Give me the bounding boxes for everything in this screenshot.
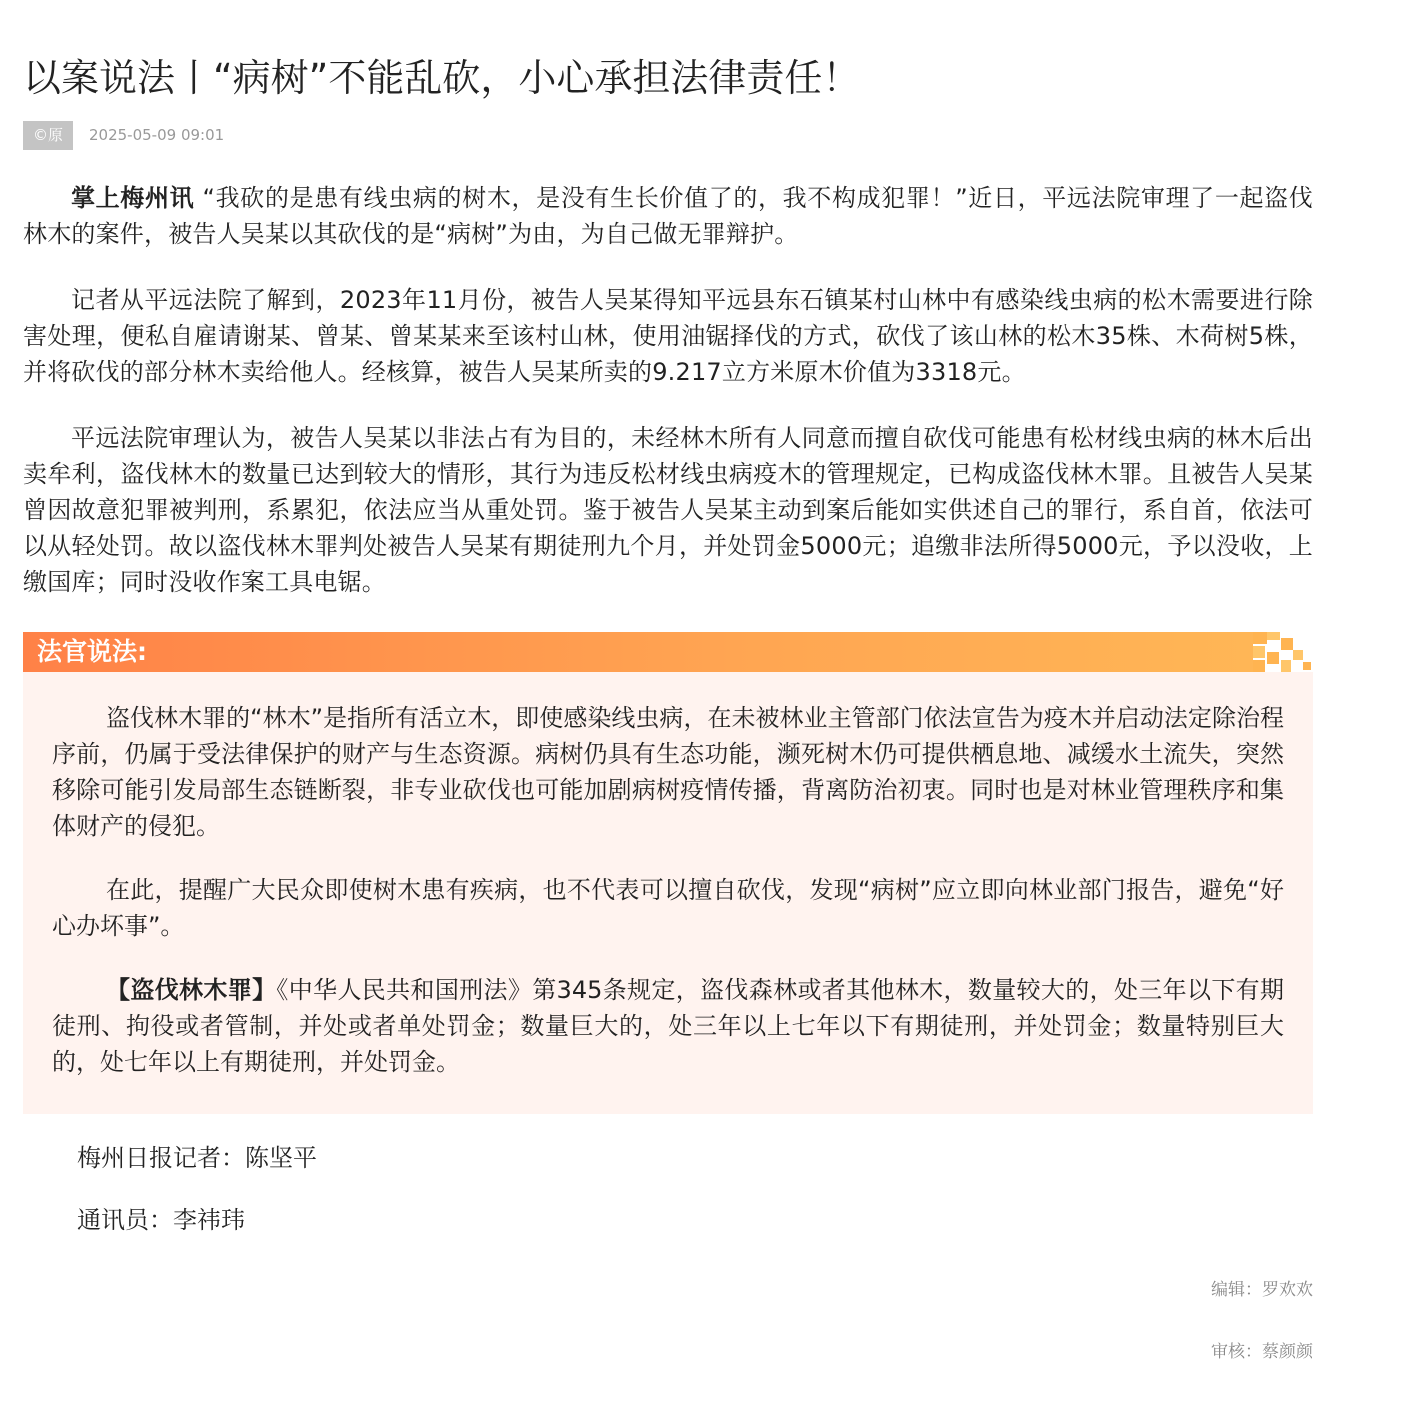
judge-section-body <box>23 672 1313 1114</box>
editor-credit: 编辑：罗欢欢 <box>1211 1280 1313 1300</box>
article <box>23 0 1313 1364</box>
reviewer-credit: 审核：蔡颜颜 <box>1211 1342 1313 1362</box>
intro-text: “我砍的是患有线虫病的树木，是没有生长价值了的，我不构成犯罪！”近日，平远法院审理了一起盗伐林木的案件，被告人吴某以其砍伐的是“病树”为由，为自己做无罪辩护。 <box>23 184 1313 248</box>
original-badge: ©原创 <box>23 121 73 150</box>
lead-source: 掌上梅州讯 <box>71 184 195 212</box>
judge-paragraph-2: 在此，提醒广大民众即使树木患有疾病，也不代表可以擅自砍伐，发现“病树”应立即向林业部门报告，避免“好心办坏事”。 <box>52 876 1284 940</box>
judge-section-header <box>23 632 1313 672</box>
reporter-credit: 梅州日报记者：陈坚平 <box>77 1144 317 1172</box>
correspondent-credit: 通讯员：李祎玮 <box>77 1206 245 1234</box>
publish-date: 2025-05-09 09:01 <box>89 126 225 144</box>
article-meta <box>23 120 1313 173</box>
paragraph-intro <box>23 180 1313 252</box>
judge-paragraph-law <box>52 972 1284 1080</box>
paragraph-facts: 记者从平远法院了解到，2023年11月份，被告人吴某得知平远县东石镇某村山林中有感染线虫病的松木需要进行除害处理，便私自雇请谢某、曾某、曾某某来至该村山林，使用油锯择伐的方式，砍伐了该山林的松木35株、木荷树5株，并将砍伐的部分林木卖给他人。经核算，被告人吴某所卖的9.217立方米原木价值为3318元。 <box>23 286 1313 386</box>
law-text: 《中华人民共和国刑法》第345条规定，盗伐森林或者其他林木，数量较大的，处三年以下有期徒刑、拘役或者管制，并处或者单处罚金；数量巨大的，处三年以上七年以下有期徒刑，并处罚金；数量特别巨大的，处七年以上有期徒刑，并处罚金。 <box>52 976 1285 1076</box>
mosaic-decoration-icon <box>1253 632 1313 672</box>
law-name: 【盗伐林木罪】 <box>106 976 277 1004</box>
judge-section-title: 法官说法: <box>37 637 147 666</box>
paragraph-verdict: 平远法院审理认为，被告人吴某以非法占有为目的，未经林木所有人同意而擅自砍伐可能患有松材线虫病的林木后出卖牟利，盗伐林木的数量已达到较大的情形，其行为违反松材线虫病疫木的管理规定，已构成盗伐林木罪。且被告人吴某曾因故意犯罪被判刑，系累犯，依法应当从重处罚。鉴于被告人吴某主动到案后能如实供述自己的罪行，系自首，依法可以从轻处罚。故以盗伐林木罪判处被告人吴某有期徒刑九个月，并处罚金5000元；追缴非法所得5000元，予以没收，上缴国库；同时没收作案工具电锯。 <box>23 424 1313 596</box>
judge-paragraph-1: 盗伐林木罪的“林木”是指所有活立木，即使感染线虫病，在未被林业主管部门依法宣告为疫木并启动法定除治程序前，仍属于受法律保护的财产与生态资源。病树仍具有生态功能，濒死树木仍可提供栖息地、减缓水土流失，突然移除可能引发局部生态链断裂，非专业砍伐也可能加剧病树疫情传播，背离防治初衷。同时也是对林业管理秩序和集体财产的侵犯。 <box>52 704 1284 840</box>
article-title: 以案说法丨“病树”不能乱砍，小心承担法律责任！ <box>23 56 861 100</box>
